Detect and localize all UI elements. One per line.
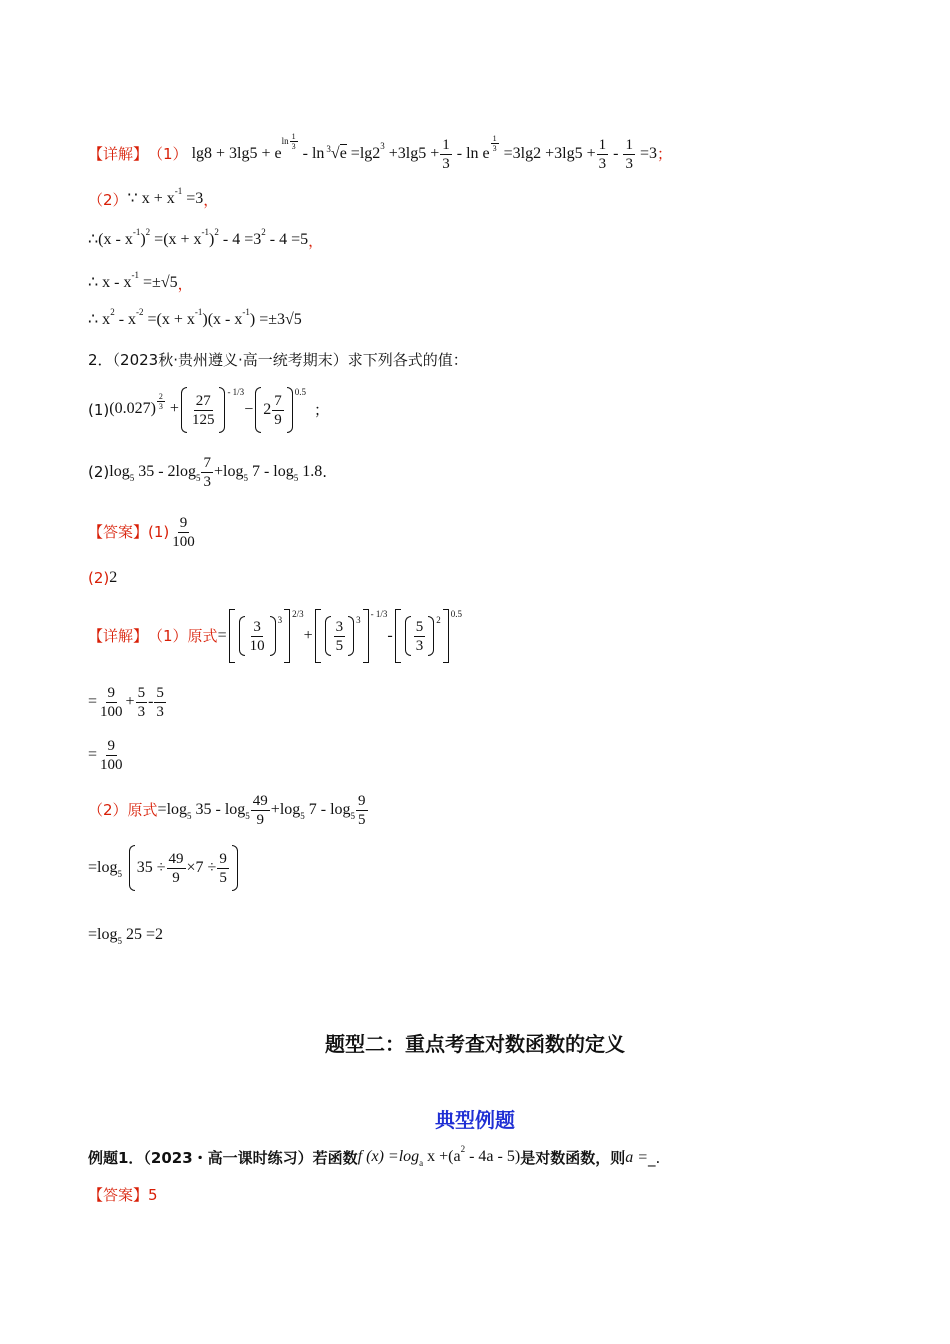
section-title: 题型二：重点考查对数函数的定义 xyxy=(325,1032,625,1056)
math: $\lg 8 + 3\lg 5 + e^{ln \frac{1}{3}}$ - $\ln ^3√e =\lg 2^3 +3\lg 5$ + $\frac{1}{3}$ - ln e $^{\frac{1}{3}}$ =3lg2 +3lg5 + $\frac{1}{3}$ - $\frac{1}{3}$ =3 xyxy=(191,132,657,172)
part-label: （1） xyxy=(148,145,188,163)
detail-3-step-2: $=\log_5$ 35 ÷ $\frac{49}{9}$ ×7 ÷ $\frac{9}{5}$ xyxy=(88,846,240,890)
detail-1-line: 【详解】 （1） $\lg 8 + 3\lg 5 + e^{ln \frac{1}{3}}$ - $\ln ^3√e =\lg 2^3 +3\lg 5$ + $\frac{1}{3}$ - ln e $^{\frac{1}{3}}$ =3lg2 +3lg5 + $\frac{1}{3}$ - $\frac{1}{3}$ =3 ； xyxy=(88,132,672,172)
detail-2-line-4 xyxy=(88,307,302,331)
answer-tag: 【答案】 xyxy=(88,523,149,541)
part-label: （2） xyxy=(88,190,128,209)
example-1-answer: 【答案】 5 xyxy=(88,1186,158,1204)
math: ∴ $x - x^{-1} =\pm√5$ xyxy=(88,270,178,291)
answer-part-2: (2) 2 xyxy=(88,569,118,587)
detail-2-line-3: ∴ $x - x^{-1} =\pm√5$ ， xyxy=(88,270,193,293)
detail-tag: 【详解】 xyxy=(88,627,149,645)
answer-part-1: 【答案】 (1) $\frac{9}{100}$ xyxy=(88,514,195,550)
math: ∴ $x^2 - x^{-2} =(x + x^{-1})(x - x^{-1}) =\pm 3√5$ xyxy=(88,307,302,328)
detail-2-line-2: ∴(x - $x^{-1})^2 =(x + x^{-1})^2 - 4 =3^2 - 4 =5$ ， xyxy=(88,227,324,250)
question-2-part-2: (2) $\log_5 35 - 2\log_5$ $\frac{7}{3}$ $+\log_5$ $7 - \log_5 1.8$ . xyxy=(88,454,328,490)
math: (0.027) $^{\frac{2}{3}}$ + xyxy=(109,391,179,418)
detail-3-part-2: （2）原式 $=\log_5$ $35 - \log_5$ $\frac{49}{9}$ $+\log_5$ $7 - \log_5$ $\frac{9}{5}$ xyxy=(88,792,366,828)
detail-3-step-3: $=\log_5$ 25 =2 xyxy=(88,926,163,946)
math: ∵ $x + x^{-1} =3$ xyxy=(127,186,204,207)
question-2-heading: 2．（2023秋·贵州遵义·高一统考期末）求下列各式的值： xyxy=(88,351,468,369)
detail-2-line-1: （2） ∵ $x + x^{-1} =3$ ， xyxy=(88,186,219,209)
math: ∴(x - $x^{-1})^2 =(x + x^{-1})^2 - 4 =3^2 - 4 =5$ xyxy=(88,227,309,248)
answer-tag: 【答案】 xyxy=(88,1186,149,1204)
detail-3-part-1: 【详解】 （1）原式 = $\frac{3}{10}$ 3 2/3 + $\frac{3}{5}$ 3 - 1/3 - $\frac{5}{3}$ 2 0.5 xyxy=(88,608,462,664)
example-1: 例题1．（2023・高一课时练习）若函数 f $(x) =\log_a$ $x +(a^2 - 4a - 5)$ 是对数函数，则 a = _ . xyxy=(88,1144,661,1168)
detail-tag: 【详解】 xyxy=(88,145,149,163)
math: $\log_5 35 - 2\log_5$ xyxy=(109,462,201,483)
section-subtitle: 典型例题 xyxy=(435,1108,515,1132)
math: f $(x) =\log_a$ $x +(a^2 - 4a - 5)$ xyxy=(357,1144,521,1168)
detail-3-result-2: = $\frac{9}{100}$ xyxy=(88,737,123,773)
question-2-part-1: (1) (0.027) $^{\frac{2}{3}}$ + $\frac{27}{125}$ - 1/3 − 2 $\frac{7}{9}$ 0.5 ； xyxy=(88,386,329,434)
detail-3-result-1: = $\frac{9}{100}$ + $\frac{5}{3}$ - $\frac{5}{3}$ xyxy=(88,684,164,720)
